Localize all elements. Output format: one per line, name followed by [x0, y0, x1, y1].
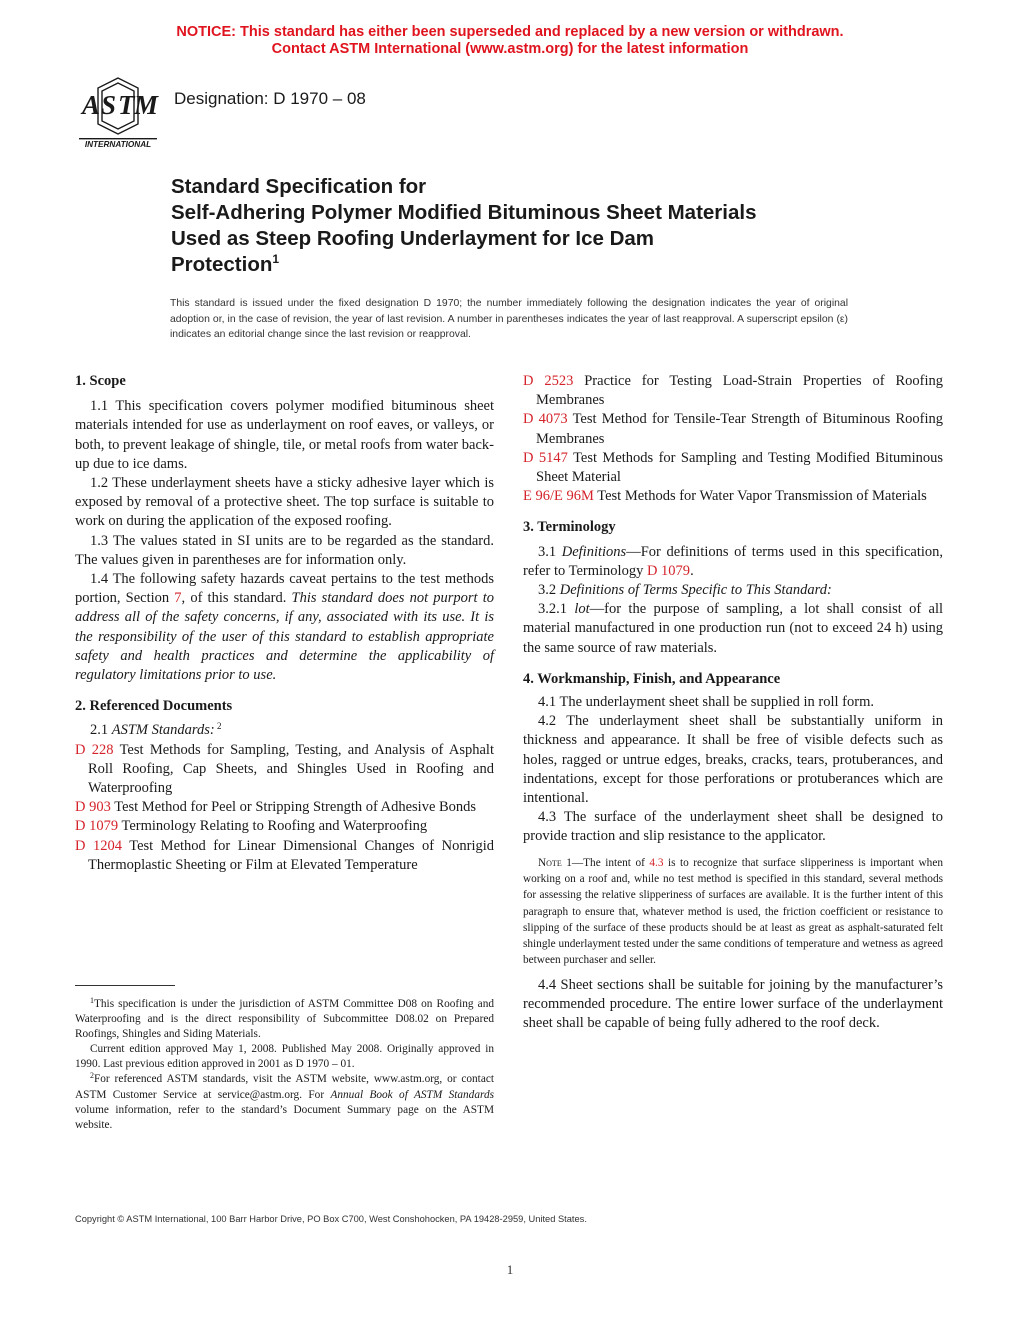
reference-link[interactable]: D 903 — [75, 799, 111, 816]
scope-paragraph-1-4 — [75, 570, 494, 685]
right-column — [523, 372, 943, 1033]
reference-item — [75, 741, 494, 799]
scope-1-4-text-b: , of this standard. — [181, 590, 292, 607]
footnote-1 — [75, 997, 494, 1042]
footnote-2-text-a: For referenced ASTM standards, visit the ASTM website, www.astm.org, or contact ASTM Customer Service at service@astm.org. For — [75, 1073, 494, 1101]
section-heading-workmanship: 4. Workmanship, Finish, and Appearance — [523, 670, 781, 687]
reference-item — [75, 837, 494, 875]
terminology-d1079-link[interactable]: D 1079 — [646, 562, 691, 579]
section-heading-referenced-documents: 2. Referenced Documents — [75, 698, 233, 715]
logo-letter-a: A — [82, 90, 101, 120]
term-3-2-1-number: 3.2.1 — [538, 601, 575, 618]
section-heading-terminology: 3. Terminology — [523, 519, 616, 536]
copyright: Copyright © ASTM International, 100 Barr Harbor Drive, PO Box C700, West Conshohocken, PA 19428-2959, United States. — [75, 1214, 587, 1224]
reference-title: Practice for Testing Load-Strain Properties of Roofing Membranes — [536, 373, 943, 409]
reference-title: Test Methods for Sampling and Testing Modified Bituminous Sheet Material — [536, 449, 943, 486]
document-title — [171, 174, 891, 278]
note-1-label: Note 1 — [538, 856, 572, 869]
reference-link[interactable]: D 2523 — [523, 373, 574, 389]
notice-line-2: Contact ASTM International (www.astm.org) for the latest information — [271, 41, 749, 57]
scope-paragraph-1-2: 1.2 These underlayment sheets have a sticky adhesive layer which is exposed by removal of a protective sheet. The top surface is suitable to work on during the application of the exposed roofing. — [75, 475, 494, 530]
footnote-divider — [75, 985, 175, 986]
left-column — [75, 372, 494, 875]
note-1-text-b: is to recognize that surface slipperiness is important when working on a roof and, while no test method is specified in this standard, several methods for assessing the relative slipperiness of surfaces are available. It is the further intent of this paragraph to ensure that, whatever method is used, the friction coefficient or resistance to slipping of the surface of these products should be at least as great as asphalt-saturated felt shingle underlayment tested under the same conditions of temperature and wetness as agreed between purchaser and seller. — [523, 856, 943, 967]
reference-title: Terminology Relating to Roofing and Waterproofing — [118, 818, 428, 835]
workmanship-paragraph-4-1: 4.1 The underlayment sheet shall be supplied in roll form. — [538, 694, 874, 711]
astm-standards-number: 2.1 — [90, 722, 112, 739]
terminology-paragraph-3-2-1 — [523, 600, 943, 658]
reference-item — [75, 798, 494, 817]
footnote-2-sup: 2 — [90, 1071, 94, 1081]
term-3-1-number: 3.1 — [538, 543, 562, 560]
section-heading-scope: 1. Scope — [75, 373, 126, 389]
term-3-2-label: Definitions of Terms Specific to This Standard: — [559, 582, 832, 599]
logo-letter-s: S — [101, 90, 117, 120]
issued-statement: This standard is issued under the fixed designation D 1970; the number immediately following the designation indicates the year of original adoption or, in the case of revision, the year of last revision. A number in parentheses indicates the year of last reapproval. A superscript epsilon (ε) indicates an editorial change since the last revision or reapproval. — [170, 298, 848, 340]
scope-paragraph-1-3: 1.3 The values stated in SI units are to be regarded as the standard. The values given in parentheses are for information only. — [75, 532, 494, 568]
astm-standards-text: ASTM Standards: — [111, 722, 215, 739]
term-3-1-end: . — [690, 562, 694, 579]
footnote-1-edition: Current edition approved May 1, 2008. Published May 2008. Originally approved in 1990. Last previous edition approved in 2001 as D 1970 – 01. — [75, 1043, 494, 1071]
title-line-1: Standard Specification for — [171, 175, 427, 198]
reference-item — [523, 372, 943, 410]
reference-title: Test Method for Linear Dimensional Changes of Nonrigid Thermoplastic Sheeting or Film at Elevated Temperature — [88, 837, 494, 873]
reference-title: Test Methods for Water Vapor Transmission of Materials — [593, 488, 927, 505]
scope-1-4-text-a: 1.4 The following safety hazards caveat pertains to the test methods portion, Section — [75, 571, 494, 607]
supersession-notice — [0, 24, 1020, 58]
term-lot: lot — [574, 601, 590, 618]
terminology-paragraph-3-1 — [523, 543, 943, 581]
reference-title: Test Method for Tensile-Tear Strength of Bituminous Roofing Membranes — [536, 411, 943, 447]
reference-link[interactable]: D 4073 — [523, 411, 568, 428]
title-line-2: Self-Adhering Polymer Modified Bituminous Sheet Materials — [171, 201, 757, 224]
workmanship-paragraph-4-2: 4.2 The underlayment sheet shall be substantially uniform in thickness and appearance. It shall be free of visible defects such as holes, ragged or untrue edges, breaks, cracks, tears, protuberances, and indentations, except for those perforations or protuberances which are intentional. — [523, 713, 943, 807]
reference-title: Test Methods for Sampling, Testing, and Analysis of Asphalt Roll Roofing, Cap Sheets, and Shingles Used in Roofing and Waterproofing — [88, 741, 494, 797]
section-4-3-link[interactable]: 4.3 — [649, 856, 664, 869]
logo-letter-m: M — [134, 90, 159, 120]
title-line-4 — [171, 252, 891, 278]
scope-paragraph-1-1: 1.1 This specification covers polymer modified bituminous sheet materials intended for use as underlayment on roof eaves, or valleys, or both, to prevent leakage of shingle, tile, or metal roofs from water back-up due to ice dams. — [75, 398, 494, 472]
reference-link[interactable]: D 1079 — [75, 818, 119, 835]
note-1 — [523, 855, 943, 969]
reference-item — [523, 410, 943, 448]
page-number: 1 — [506, 1262, 514, 1277]
term-3-2-number: 3.2 — [538, 582, 560, 599]
reference-item — [523, 449, 943, 487]
reference-link[interactable]: D 5147 — [523, 449, 568, 466]
note-1-text-a: —The intent of — [571, 856, 650, 869]
footnote-1-text: This specification is under the jurisdiction of ASTM Committee D08 on Roofing and Waterproofing and is the direct responsibility of Subcommittee D08.02 on Prepared Roofings, Shingles and Siding Materials. — [75, 998, 494, 1041]
footnotes — [75, 997, 494, 1133]
reference-link[interactable]: E 96/E 96M — [523, 488, 594, 505]
footnote-2-text-b: volume information, refer to the standard’s Document Summary page on the ASTM website. — [75, 1103, 494, 1131]
reference-title: Test Method for Peel or Stripping Strength of Adhesive Bonds — [110, 799, 477, 816]
logo-letter-t: T — [118, 90, 135, 120]
footnote-1-mark: 1 — [90, 996, 94, 1005]
workmanship-paragraph-4-4: 4.4 Sheet sections shall be suitable for joining by the manufacturer’s recommended procedure. The entire lower surface of the underlayment sheet shall be capable of being fully adhered to the roof deck. — [523, 976, 943, 1032]
reference-link[interactable]: D 228 — [75, 741, 114, 758]
astm-standards-label — [75, 721, 494, 740]
section-7-link[interactable]: 7 — [174, 590, 182, 607]
safety-caveat: This standard does not purport to address all of the safety concerns, if any, associated with its use. It is the responsibility of the user of this standard to establish appropriate safety and health practices and determine the applicability of regulatory limitations prior to use. — [75, 590, 494, 684]
term-lot-definition: —for the purpose of sampling, a lot shall consist of all material manufactured in one production run (not to exceed 24 h) using the same source of raw materials. — [523, 601, 943, 656]
footnote-2-mark: 2 — [214, 721, 222, 732]
astm-logo-icon — [74, 74, 162, 150]
logo-caption: INTERNATIONAL — [84, 140, 152, 149]
workmanship-paragraph-4-3: 4.3 The surface of the underlayment sheet shall be designed to provide traction and slip resistance to the applicator. — [523, 809, 943, 845]
notice-line-1: NOTICE: This standard has either been superseded and replaced by a new version or withdrawn. — [176, 24, 844, 40]
reference-item — [75, 817, 494, 836]
terminology-paragraph-3-2 — [523, 581, 943, 600]
reference-item — [523, 487, 943, 506]
footnote-2-italic: Annual Book of ASTM Standards — [330, 1088, 495, 1101]
footnote-2 — [75, 1072, 494, 1132]
term-3-1-label: Definitions — [561, 543, 627, 560]
designation: Designation: D 1970 – 08 — [174, 89, 366, 108]
reference-link[interactable]: D 1204 — [75, 837, 122, 854]
title-line-4-text: Protection — [171, 253, 273, 276]
title-footnote-mark: 1 — [272, 252, 280, 266]
title-line-3: Used as Steep Roofing Underlayment for Ice Dam — [171, 227, 655, 250]
term-3-1-text: —For definitions of terms used in this specification, refer to Terminology — [523, 543, 944, 579]
